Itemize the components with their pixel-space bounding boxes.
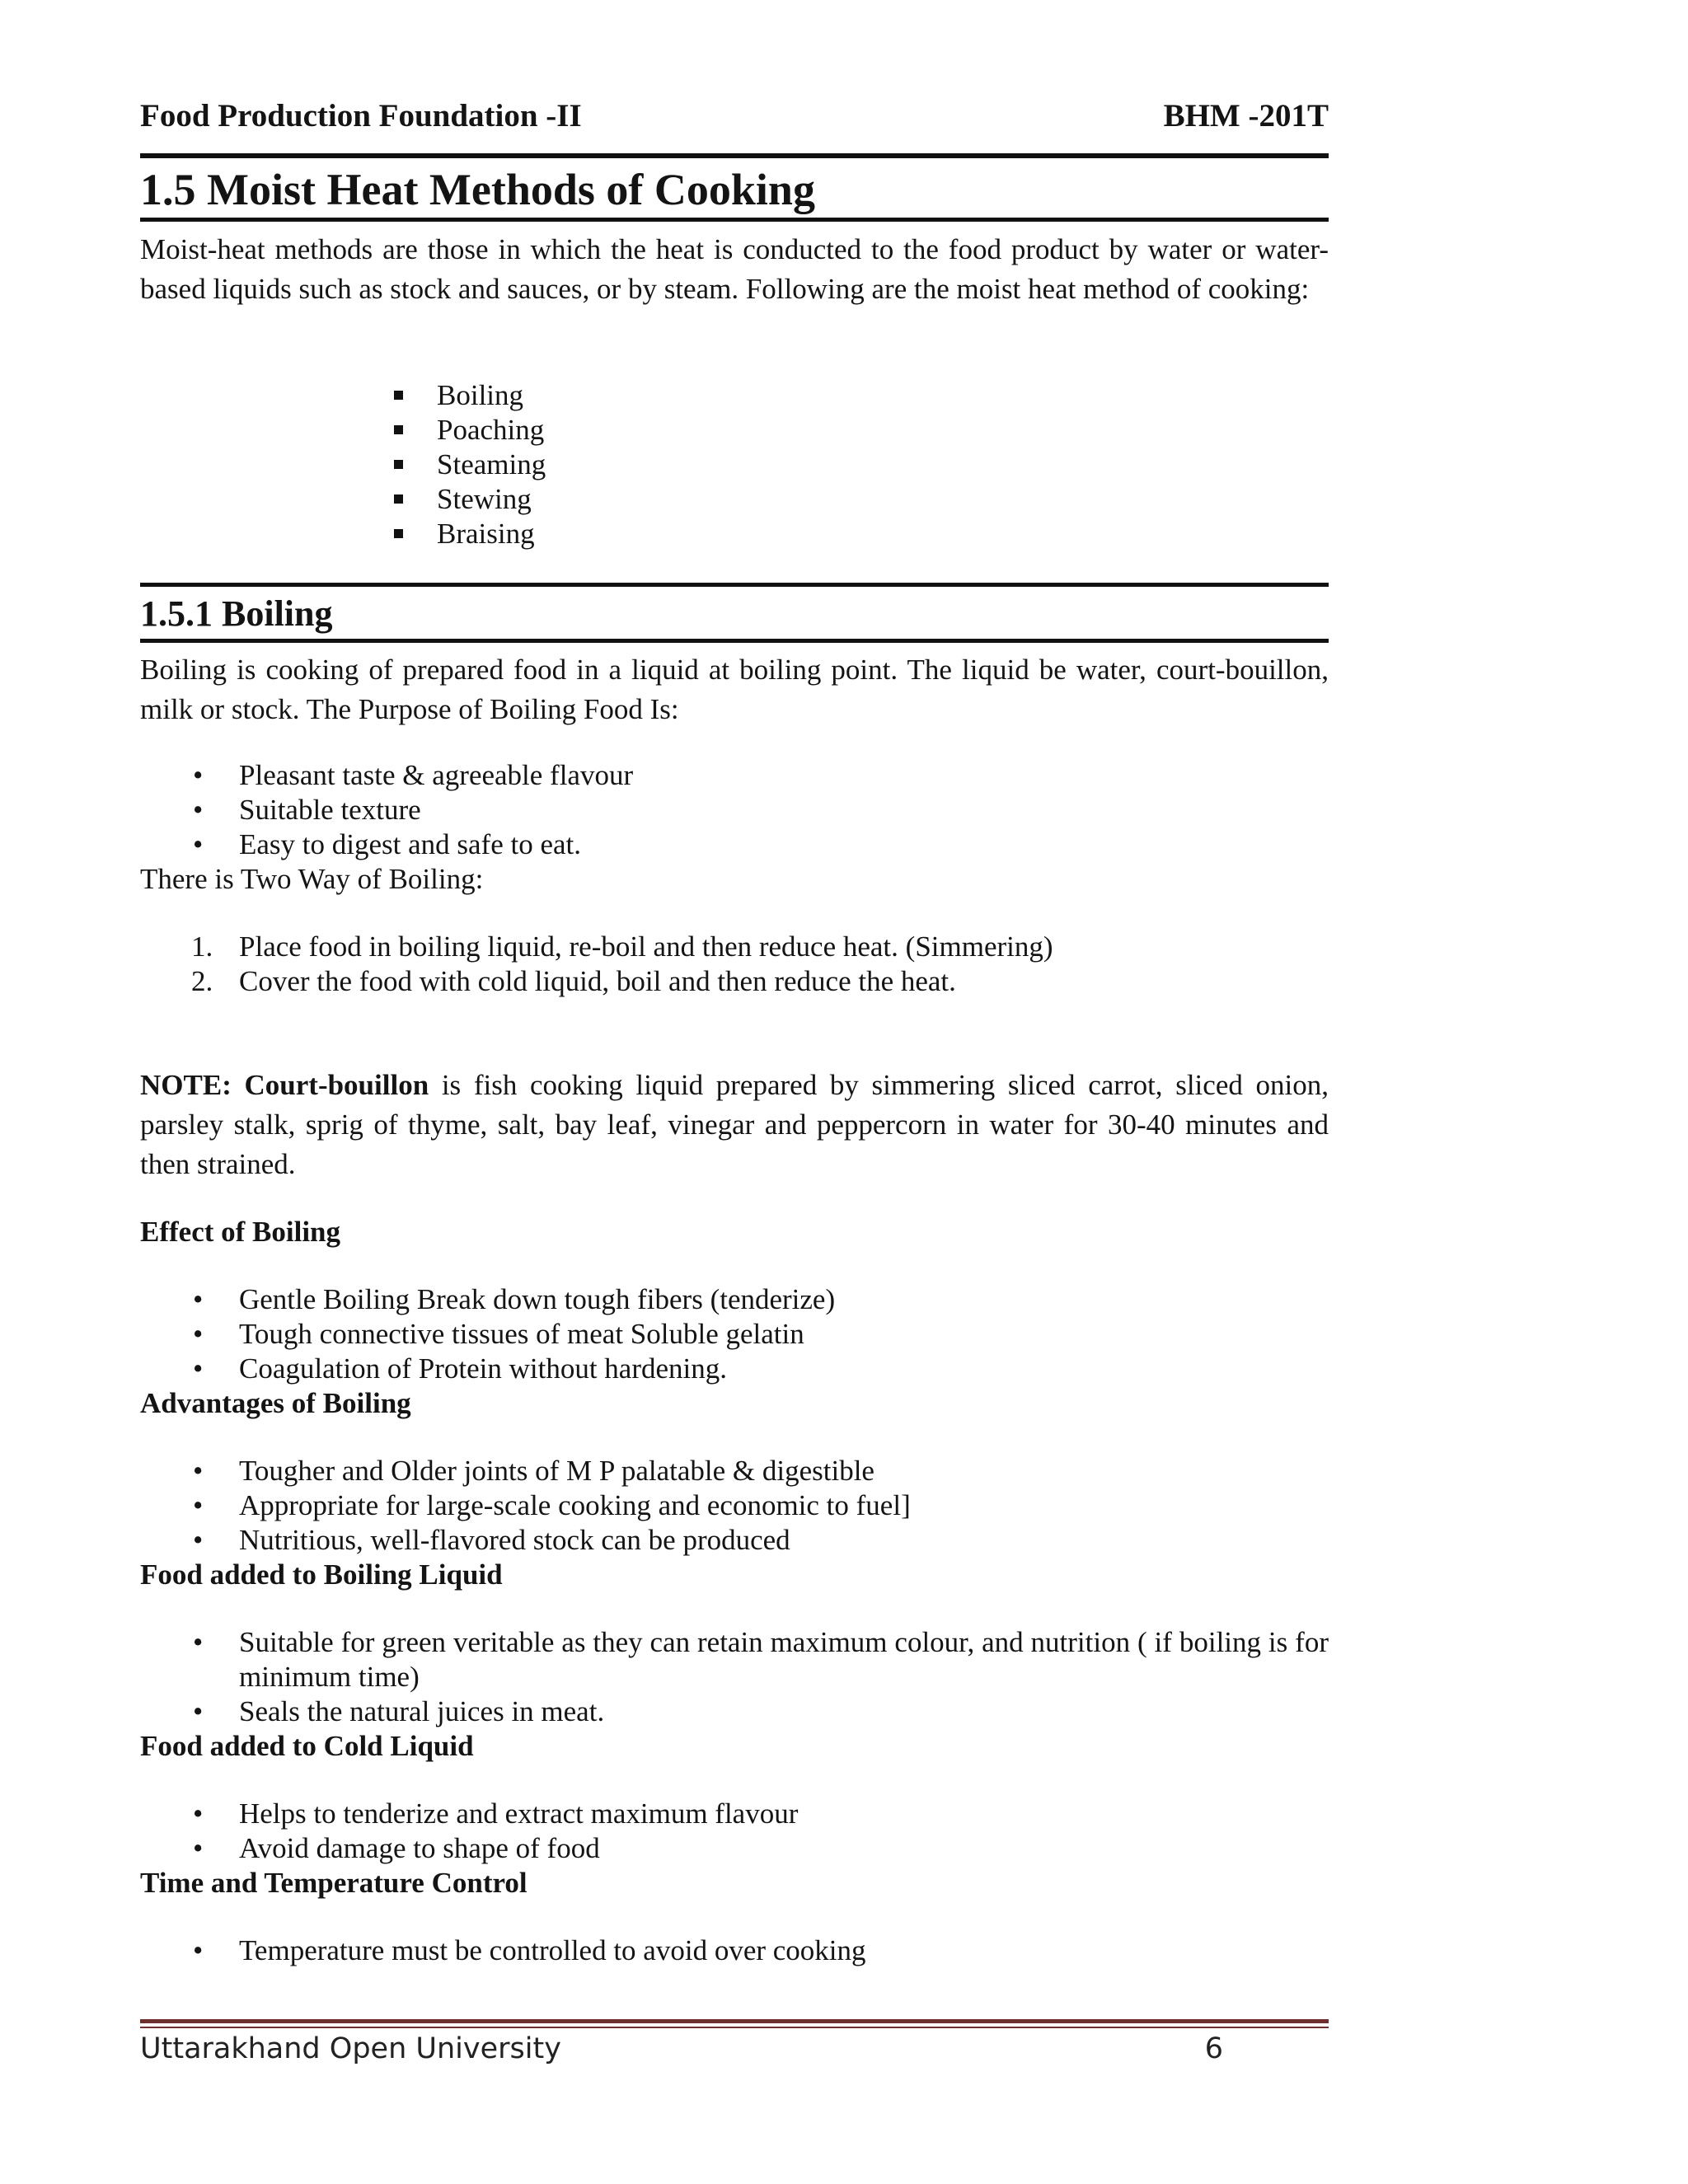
list-item: • Avoid damage to shape of food xyxy=(193,1832,600,1864)
note-label: NOTE: Court-bouillon xyxy=(140,1069,429,1101)
ways-heading: There is Two Way of Boiling: xyxy=(140,863,484,895)
square-bullet-icon xyxy=(394,460,403,469)
cold-liquid-heading: Food added to Cold Liquid xyxy=(140,1730,474,1762)
list-item: 1. Place food in boiling liquid, re-boil and then reduce heat. (Simmering) xyxy=(191,930,1053,963)
list-item: Braising xyxy=(437,517,1329,551)
footer-rule xyxy=(140,2019,1329,2023)
list-item: • Helps to tenderize and extract maximum flavour xyxy=(193,1797,799,1830)
page-header xyxy=(140,97,1329,140)
square-bullet-icon xyxy=(394,494,403,504)
square-bullet-icon xyxy=(394,529,403,538)
footer-rule-thin xyxy=(140,2027,1329,2028)
list-item: Boiling xyxy=(437,378,1329,413)
cold-liquid-list xyxy=(193,1797,1329,1866)
square-bullet-icon xyxy=(394,391,403,400)
boiling-liquid-heading: Food added to Boiling Liquid xyxy=(140,1558,503,1591)
list-item: • Pleasant taste & agreeable flavour xyxy=(193,759,634,791)
list-item: 2. Cover the food with cold liquid, boil and then reduce the heat. xyxy=(191,965,956,997)
methods-list xyxy=(437,378,1329,551)
section-title: 1.5 Moist Heat Methods of Cooking xyxy=(140,165,815,214)
effects-list xyxy=(193,1282,1329,1386)
section-intro: Moist-heat methods are those in which the heat is conducted to the food product by water or water-based liquids such as stock and sauces, or by steam. Following are the moist heat method of cooking: xyxy=(140,233,1329,305)
advantages-list xyxy=(193,1454,1329,1558)
list-item: • Temperature must be controlled to avoid over cooking xyxy=(193,1934,866,1966)
list-item: • Suitable for green veritable as they can retain maximum colour, and nutrition ( if boiling is for minimum time) xyxy=(193,1626,1329,1693)
subsection-bottom-rule xyxy=(140,639,1329,643)
header-rule xyxy=(140,153,1329,158)
time-heading: Time and Temperature Control xyxy=(140,1867,528,1899)
subsection-title: 1.5.1 Boiling xyxy=(140,593,333,634)
list-item: • Nutritious, well-flavored stock can be produced xyxy=(193,1524,790,1556)
list-item: Stewing xyxy=(437,482,1329,517)
list-item: • Suitable texture xyxy=(193,794,421,826)
list-item: • Gentle Boiling Break down tough fibers (tenderize) xyxy=(193,1283,836,1315)
advantages-heading: Advantages of Boiling xyxy=(140,1387,411,1419)
purposes-list xyxy=(193,758,1329,862)
list-item: • Tougher and Older joints of M P palatable & digestible xyxy=(193,1455,874,1487)
list-item: • Seals the natural juices in meat. xyxy=(193,1695,605,1727)
list-item: • Coagulation of Protein without hardening. xyxy=(193,1352,727,1385)
course-title: Food Production Foundation -II xyxy=(140,98,582,134)
square-bullet-icon xyxy=(394,425,403,434)
effect-heading: Effect of Boiling xyxy=(140,1216,341,1248)
list-item: • Tough connective tissues of meat Soluble gelatin xyxy=(193,1318,804,1350)
page-number: 6 xyxy=(1204,2032,1223,2065)
list-item: Steaming xyxy=(437,448,1329,482)
boiling-liquid-list xyxy=(193,1625,1329,1729)
list-item: Poaching xyxy=(437,413,1329,448)
ways-list xyxy=(191,930,1329,999)
list-item: • Easy to digest and safe to eat. xyxy=(193,828,582,860)
course-code: BHM -201T xyxy=(1163,98,1329,134)
page-footer xyxy=(140,2032,1329,2079)
note-text: is fish cooking liquid prepared by simmering sliced carrot, sliced onion, parsley stalk, sprig of thyme, salt, bay leaf, vinegar and peppercorn in water for 30-40 minutes and then strained. xyxy=(140,1069,1329,1180)
note-paragraph xyxy=(140,1066,1329,1184)
boiling-intro: Boiling is cooking of prepared food in a liquid at boiling point. The liquid be water, court-bouillon, milk or stock. The Purpose of Boiling Food Is: xyxy=(140,654,1329,725)
subsection-top-rule xyxy=(140,583,1329,587)
list-item: • Appropriate for large-scale cooking and economic to fuel] xyxy=(193,1489,911,1521)
section-title-rule xyxy=(140,218,1329,222)
university-name: Uttarakhand Open University xyxy=(140,2032,561,2065)
time-list xyxy=(193,1933,1329,1968)
